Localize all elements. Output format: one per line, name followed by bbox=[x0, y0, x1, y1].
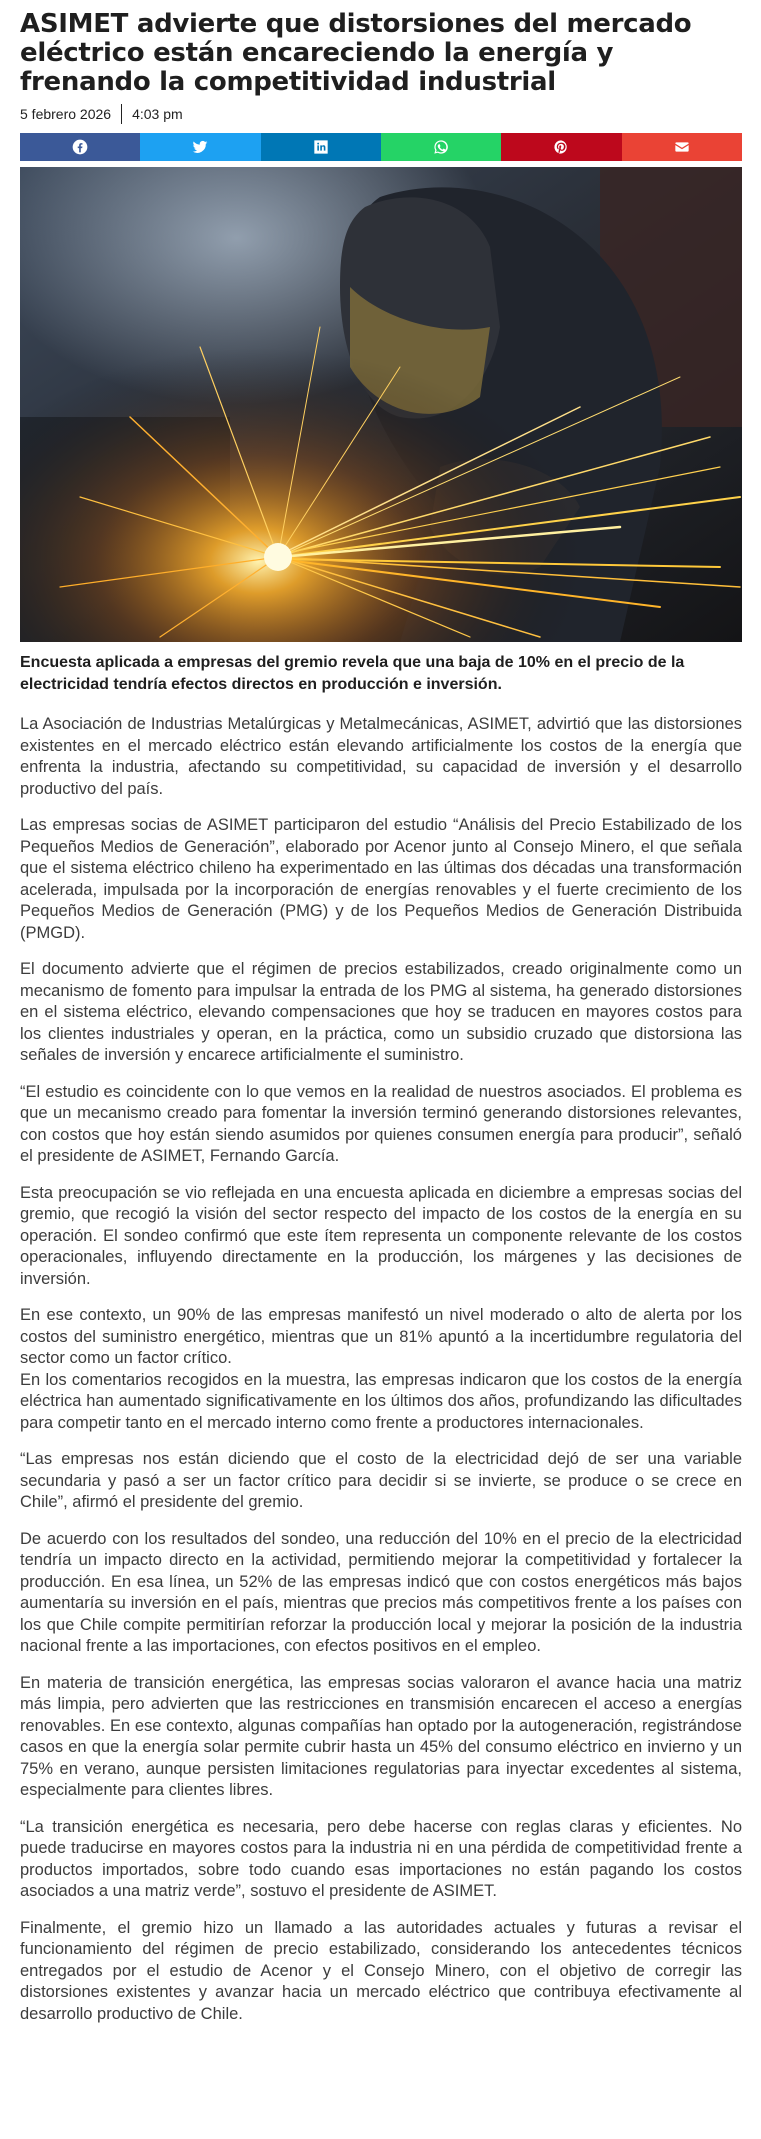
pinterest-icon bbox=[553, 139, 569, 155]
share-email-button[interactable] bbox=[622, 133, 742, 161]
paragraph: De acuerdo con los resultados del sondeo, una reducción del 10% en el precio de la electricidad tendría un impacto directo en la actividad, permitiendo mejorar la competitividad y fortalecer la producción. En esa línea, un 52% de las empresas indicó que con costos energéticos más bajos aumentaría su inversión en el país, mientras que precios más competitivos frente a los países con los que Chile compite permitirían reforzar la producción local y mejorar la posición de la industria nacional frente a las importaciones, con efectos positivos en el empleo. bbox=[20, 1529, 742, 1655]
paragraph: En materia de transición energética, las empresas socias valoraron el avance hacia una matriz más limpia, pero advierten que las restricciones en transmisión encarecen el acceso a energías renovables. En ese contexto, algunas compañías han optado por la autogeneración, registrándose casos en que la energía solar permite cubrir hasta un 45% del consumo eléctrico en invierno y un 75% en verano, aunque persisten limitaciones regulatorias para inyectar excedentes al sistema, especialmente para clientes libres. bbox=[20, 1673, 742, 1799]
share-twitter-button[interactable] bbox=[140, 133, 260, 161]
paragraph: En ese contexto, un 90% de las empresas manifestó un nivel moderado o alto de alerta por los costos del suministro energético, mientras que un 81% apuntó a la incertidumbre regulatoria del sector como un factor crítico. bbox=[20, 1306, 742, 1367]
hero-image bbox=[20, 167, 742, 642]
article bbox=[20, 10, 742, 2040]
article-date: 5 febrero 2026 bbox=[20, 106, 112, 122]
paragraph: Las empresas socias de ASIMET participaron del estudio “Análisis del Precio Estabilizado de los Pequeños Medios de Generación”, elaborado por Acenor junto al Consejo Minero, el que señala que el sistema eléctrico chileno ha experimentado en las últimas dos décadas una transformación acelerada, impulsada por la incorporación de energías renovables y el fuerte crecimiento de los Pequeños Medios de Generación (PMG) y de los Pequeños Medios de Generación Distribuida (PMGD). bbox=[20, 816, 742, 942]
article-title: ASIMET advierte que distorsiones del mercado eléctrico están encareciendo la energía y frenando la competitividad industrial bbox=[20, 9, 692, 97]
share-bar bbox=[20, 133, 742, 161]
article-time: 4:03 pm bbox=[132, 106, 183, 122]
facebook-icon bbox=[72, 139, 88, 155]
paragraph: “El estudio es coincidente con lo que vemos en la realidad de nuestros asociados. El problema es que un mecanismo creado para fomentar la inversión terminó generando distorsiones relevantes, con costos que hoy están siendo asumidos por quienes consumen energía para producir”, señaló el presidente de ASIMET, Fernando García. bbox=[20, 1082, 742, 1165]
article-lead: Encuesta aplicada a empresas del gremio revela que una baja de 10% en el precio de la electricidad tendría efectos directos en producción e inversión. bbox=[20, 654, 685, 693]
whatsapp-icon bbox=[433, 139, 449, 155]
paragraph: La Asociación de Industrias Metalúrgicas y Metalmecánicas, ASIMET, advirtió que las distorsiones existentes en el mercado eléctrico están elevando artificialmente los costos de la energía que enfrenta la industria, afectando su competitividad, su capacidad de inversión y el desarrollo productivo del país. bbox=[20, 715, 742, 798]
twitter-icon bbox=[192, 139, 208, 155]
paragraph: Finalmente, el gremio hizo un llamado a las autoridades actuales y futuras a revisar el funcionamiento del régimen de precio estabilizado, considerando los antecedentes técnicos entregados por el estudio de Acenor y el Consejo Minero, con el objetivo de corregir las distorsiones existentes y avanzar hacia un mercado eléctrico que contribuya efectivamente al desarrollo productivo de Chile. bbox=[20, 1918, 742, 2023]
share-linkedin-button[interactable] bbox=[261, 133, 381, 161]
paragraph: “Las empresas nos están diciendo que el costo de la electricidad dejó de ser una variable secundaria y pasó a ser un factor crítico para decidir si se invierte, se produce o se crece en Chile”, afirmó el presidente del gremio. bbox=[20, 1450, 742, 1511]
email-icon bbox=[674, 139, 690, 155]
share-pinterest-button[interactable] bbox=[501, 133, 621, 161]
welder-sparks-photo bbox=[20, 167, 742, 642]
paragraph: Esta preocupación se vio reflejada en una encuesta aplicada en diciembre a empresas socias del gremio, que recogió la visión del sector respecto del impacto de los costos de la energía en su operación. El sondeo confirmó que este ítem representa un componente relevante de los costos operacionales, influyendo directamente en la producción, los márgenes y las decisiones de inversión. bbox=[20, 1183, 742, 1288]
paragraph: En los comentarios recogidos en la muestra, las empresas indicaron que los costos de la energía eléctrica han aumentado significativamente en los últimos dos años, profundizando las dificultades para competir tanto en el mercado interno como frente a productores internacionales. bbox=[20, 1370, 742, 1432]
article-body bbox=[20, 714, 742, 2025]
article-meta bbox=[20, 103, 742, 125]
share-facebook-button[interactable] bbox=[20, 133, 140, 161]
paragraph: El documento advierte que el régimen de precios estabilizados, creado originalmente como un mecanismo de fomento para impulsar la entrada de los PMG al sistema, ha generado distorsiones en el sistema eléctrico, elevando compensaciones que hoy se traducen en mayores costos para los clientes industriales y operan, en la práctica, como un subsidio cruzado que distorsiona las señales de inversión y encarece artificialmente el suministro. bbox=[20, 960, 742, 1064]
share-whatsapp-button[interactable] bbox=[381, 133, 501, 161]
paragraph: “La transición energética es necesaria, pero debe hacerse con reglas claras y eficientes. No puede traducirse en mayores costos para la industria ni en una pérdida de competitividad frente a productos importados, sobre todo cuando esas importaciones no están pagando los costos asociados a una matriz verde”, sostuvo el presidente de ASIMET. bbox=[20, 1817, 742, 1900]
linkedin-icon bbox=[313, 139, 329, 155]
meta-divider bbox=[121, 104, 122, 124]
